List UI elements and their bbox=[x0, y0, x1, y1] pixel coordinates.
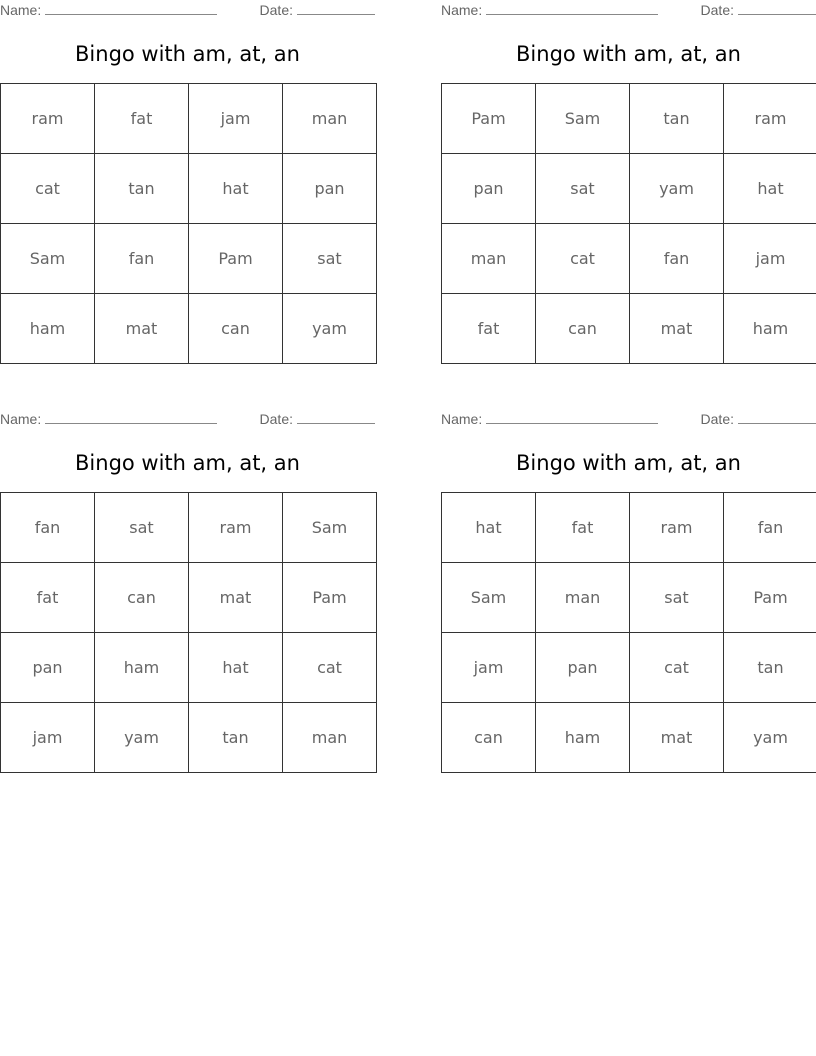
bingo-card-3 bbox=[0, 409, 375, 774]
grid-row bbox=[442, 224, 816, 294]
grid-cell: can bbox=[189, 294, 283, 364]
grid-cell: fan bbox=[95, 224, 189, 294]
grid-cell: sat bbox=[283, 224, 377, 294]
grid-row bbox=[442, 633, 816, 703]
date-blank-line[interactable] bbox=[738, 411, 816, 424]
name-field bbox=[0, 2, 217, 18]
grid-row bbox=[1, 84, 377, 154]
grid-cell: cat bbox=[536, 224, 630, 294]
grid-cell: man bbox=[283, 703, 377, 773]
grid-cell: mat bbox=[630, 294, 724, 364]
grid-cell: sat bbox=[536, 154, 630, 224]
name-label: Name: bbox=[0, 2, 42, 18]
card-header-row bbox=[0, 411, 375, 429]
grid-cell: man bbox=[283, 84, 377, 154]
grid-cell: pan bbox=[1, 633, 95, 703]
grid-cell: mat bbox=[189, 563, 283, 633]
grid-cell: Pam bbox=[189, 224, 283, 294]
grid-row bbox=[1, 224, 377, 294]
bingo-card-2 bbox=[441, 0, 816, 365]
grid-cell: jam bbox=[724, 224, 816, 294]
grid-cell: hat bbox=[442, 493, 536, 563]
grid-cell: mat bbox=[630, 703, 724, 773]
grid-row bbox=[1, 633, 377, 703]
grid-cell: pan bbox=[442, 154, 536, 224]
grid-cell: fat bbox=[95, 84, 189, 154]
date-blank-line[interactable] bbox=[297, 2, 375, 15]
grid-cell: ham bbox=[536, 703, 630, 773]
card-title: Bingo with am, at, an bbox=[516, 42, 741, 66]
date-label: Date: bbox=[700, 2, 734, 18]
grid-cell: pan bbox=[536, 633, 630, 703]
grid-cell: Pam bbox=[724, 563, 816, 633]
grid-cell: sat bbox=[630, 563, 724, 633]
grid-cell: cat bbox=[283, 633, 377, 703]
grid-cell: Sam bbox=[1, 224, 95, 294]
grid-row bbox=[1, 154, 377, 224]
grid-cell: yam bbox=[283, 294, 377, 364]
grid-cell: tan bbox=[189, 703, 283, 773]
grid-row bbox=[442, 154, 816, 224]
grid-cell: cat bbox=[630, 633, 724, 703]
card-title: Bingo with am, at, an bbox=[75, 42, 300, 66]
name-field bbox=[441, 2, 658, 18]
grid-cell: tan bbox=[724, 633, 816, 703]
grid-cell: ham bbox=[724, 294, 816, 364]
grid-row bbox=[442, 294, 816, 364]
grid-row bbox=[442, 703, 816, 773]
grid-cell: tan bbox=[630, 84, 724, 154]
grid-cell: Sam bbox=[283, 493, 377, 563]
grid-cell: man bbox=[536, 563, 630, 633]
card-title: Bingo with am, at, an bbox=[516, 451, 741, 475]
grid-cell: jam bbox=[189, 84, 283, 154]
name-blank-line[interactable] bbox=[486, 2, 658, 15]
grid-cell: fan bbox=[724, 493, 816, 563]
name-field bbox=[441, 411, 658, 427]
bingo-grid bbox=[0, 83, 377, 364]
card-header-row bbox=[441, 411, 816, 429]
grid-cell: yam bbox=[630, 154, 724, 224]
grid-cell: Sam bbox=[442, 563, 536, 633]
grid-cell: ham bbox=[1, 294, 95, 364]
grid-cell: mat bbox=[95, 294, 189, 364]
name-blank-line[interactable] bbox=[45, 2, 217, 15]
date-blank-line[interactable] bbox=[297, 411, 375, 424]
grid-row bbox=[442, 563, 816, 633]
grid-cell: yam bbox=[724, 703, 816, 773]
date-label: Date: bbox=[259, 411, 293, 427]
grid-cell: pan bbox=[283, 154, 377, 224]
grid-row bbox=[1, 493, 377, 563]
grid-cell: jam bbox=[442, 633, 536, 703]
grid-cell: jam bbox=[1, 703, 95, 773]
grid-cell: Pam bbox=[283, 563, 377, 633]
grid-cell: Pam bbox=[442, 84, 536, 154]
grid-cell: sat bbox=[95, 493, 189, 563]
date-field bbox=[260, 411, 375, 427]
grid-cell: fat bbox=[442, 294, 536, 364]
grid-cell: hat bbox=[189, 154, 283, 224]
date-field bbox=[701, 2, 816, 18]
date-label: Date: bbox=[259, 2, 293, 18]
grid-cell: fan bbox=[630, 224, 724, 294]
grid-row bbox=[1, 563, 377, 633]
date-label: Date: bbox=[700, 411, 734, 427]
grid-cell: fat bbox=[1, 563, 95, 633]
grid-cell: ram bbox=[1, 84, 95, 154]
grid-cell: hat bbox=[724, 154, 816, 224]
grid-cell: ram bbox=[724, 84, 816, 154]
date-field bbox=[701, 411, 816, 427]
grid-cell: yam bbox=[95, 703, 189, 773]
grid-cell: can bbox=[95, 563, 189, 633]
grid-cell: Sam bbox=[536, 84, 630, 154]
bingo-grid bbox=[441, 83, 816, 364]
grid-cell: ram bbox=[630, 493, 724, 563]
name-field bbox=[0, 411, 217, 427]
card-title: Bingo with am, at, an bbox=[75, 451, 300, 475]
name-label: Name: bbox=[441, 411, 483, 427]
grid-cell: tan bbox=[95, 154, 189, 224]
grid-cell: can bbox=[536, 294, 630, 364]
bingo-card-1 bbox=[0, 0, 375, 365]
grid-row bbox=[1, 703, 377, 773]
grid-row bbox=[442, 84, 816, 154]
grid-row bbox=[1, 294, 377, 364]
grid-cell: cat bbox=[1, 154, 95, 224]
bingo-card-4 bbox=[441, 409, 816, 774]
grid-cell: hat bbox=[189, 633, 283, 703]
name-blank-line[interactable] bbox=[486, 411, 658, 424]
name-label: Name: bbox=[0, 411, 42, 427]
name-blank-line[interactable] bbox=[45, 411, 217, 424]
date-field bbox=[260, 2, 375, 18]
date-blank-line[interactable] bbox=[738, 2, 816, 15]
grid-cell: ram bbox=[189, 493, 283, 563]
card-header-row bbox=[441, 2, 816, 20]
grid-cell: can bbox=[442, 703, 536, 773]
grid-cell: man bbox=[442, 224, 536, 294]
card-header-row bbox=[0, 2, 375, 20]
grid-cell: fan bbox=[1, 493, 95, 563]
bingo-grid bbox=[0, 492, 377, 773]
grid-row bbox=[442, 493, 816, 563]
bingo-grid bbox=[441, 492, 816, 773]
name-label: Name: bbox=[441, 2, 483, 18]
grid-cell: fat bbox=[536, 493, 630, 563]
grid-cell: ham bbox=[95, 633, 189, 703]
